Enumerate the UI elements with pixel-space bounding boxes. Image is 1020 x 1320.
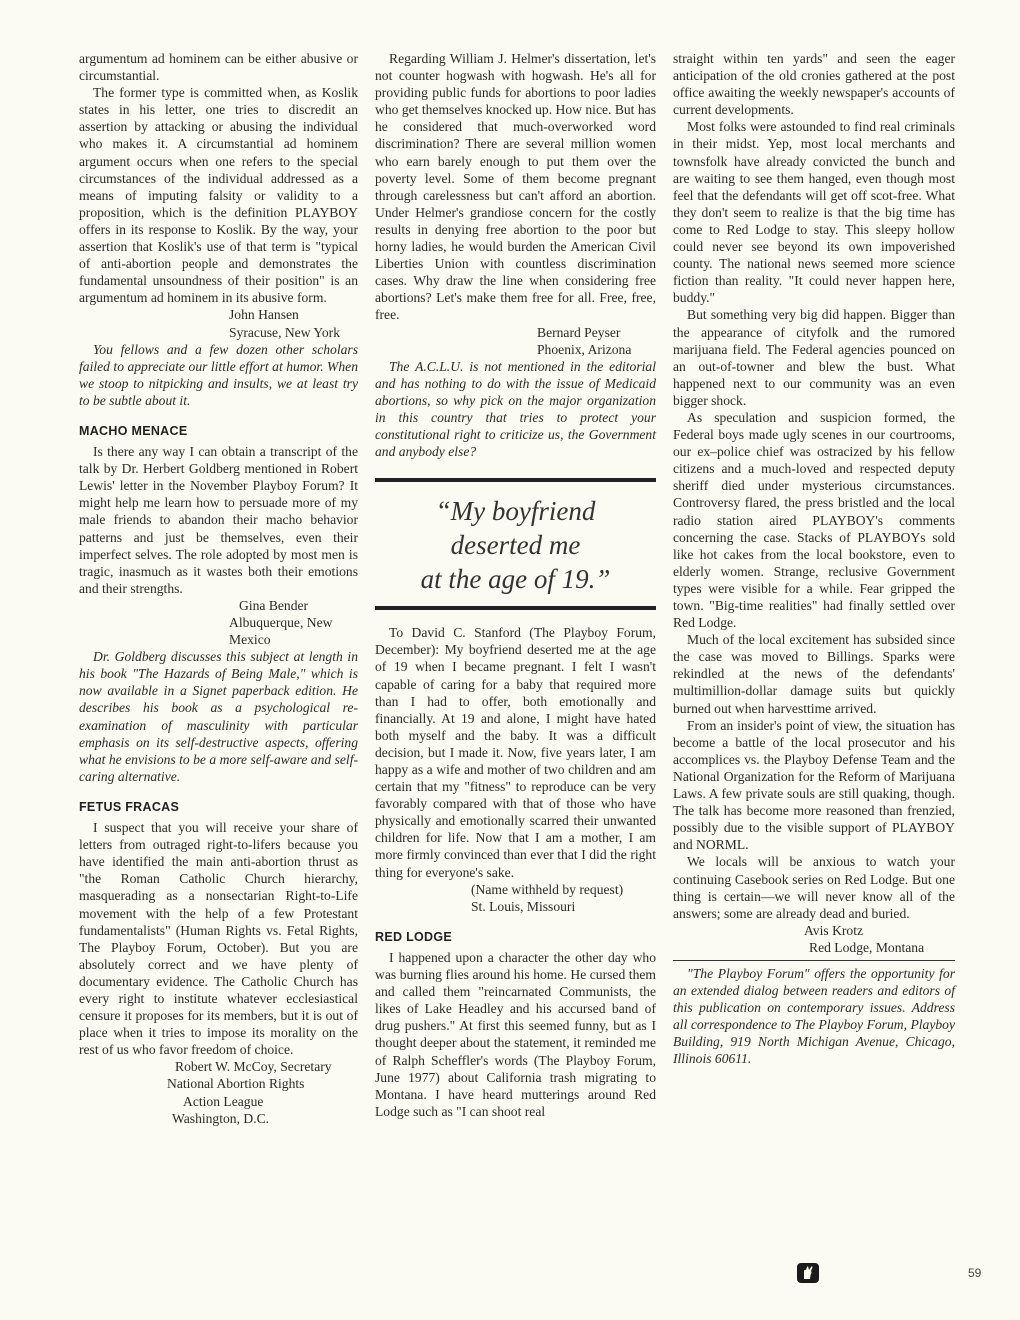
letter-paragraph: argumentum ad hominem can be either abusive or circumstantial.: [79, 51, 358, 84]
signature-name: John Hansen: [229, 307, 299, 323]
letter-paragraph: To David C. Stanford (The Playboy Forum, December): My boyfriend deserted me at the age of 19 when I became pregnant. I felt I wasn't capable of caring for a baby that required more than I had to offer, both emotionally and financially. At 19 and alone, I might have hated both myself and the baby. It was a difficult decision, but I made it. Now, five years later, I am happy as a wife and mother of two children and am certain that my "fitness" to reproduce can be very favorably compared with that of those who have physically and emotionally scarred their unwanted children for life. Now that I am a mother, I am more firmly convinced than ever that I did the right thing for everyone's sake.: [375, 625, 656, 880]
page-number: 59: [968, 1266, 982, 1280]
pull-quote-rule-bottom: [375, 606, 656, 610]
signature-name: (Name withheld by request): [471, 881, 624, 897]
column-middle: [375, 50, 656, 1120]
letter-paragraph: As speculation and suspicion formed, the Federal boys made ugly scenes in our courtrooms, our ex–police chief was ostracized by his fellow citizens and a much-loved and respected deputy sheriff died under mysterious circumstances. Controversy flared, the press bristled and the local radio station aired PLAYBOY's comments concerning the case. Stacks of PLAYBOYs sold like hot cakes from the local bookstore, even to elderly women. Strange, reclusive Government types were visible for a while. Fear gripped the town. "Big-time realities" had finally settled over Red Lodge.: [673, 409, 955, 631]
pull-quote-line: “My boyfriend: [435, 496, 596, 527]
rabbit-logo-icon: [797, 1263, 819, 1283]
letter-paragraph: straight within ten yards" and seen the eager anticipation of the old cronies gathered at the post office awaiting the weekly newspaper's accounts of current developments.: [673, 51, 955, 118]
signature-place: Phoenix, Arizona: [537, 341, 632, 357]
section-heading: RED LODGE: [375, 929, 453, 944]
section-heading: MACHO MENACE: [79, 423, 188, 438]
signature-name: Bernard Peyser: [537, 324, 621, 340]
column-right: [673, 50, 955, 1068]
letter-paragraph: The former type is committed when, as Koslik states in his letter, one tries to discredit an assertion by attacking or abusing the individual who makes it. A circumstantial ad hominem argument occurs when one refers to the special circumstances of the individual addressed as a means of imputing falsity or validity to a proposition, which is the definition PLAYBOY offers in its response to Koslik. By the way, your assertion that Koslik's use of that term is "typical of anti-abortion people and demonstrates the fundamental unsoundness of their position" is an argumentum ad hominem in its abusive form.: [79, 85, 358, 306]
letter-paragraph: But something very big did happen. Bigger than the appearance of cityfolk and the rumored marijuana field. The Federal agencies pounced on an out-of-towner and blew the bust. What happened next to our community was an even bigger shock.: [673, 307, 955, 408]
editor-reply: You fellows and a few dozen other scholars failed to appreciate our little effort at humor. When we stoop to nitpicking and insults, we at least try to be subtle about it.: [79, 341, 358, 408]
letter-paragraph: I happened upon a character the other day who was burning flies around his home. He cursed them and called them "reincarnated Communists, the likes of Lake Headley and his accursed band of drug pushers." At first this seemed funny, but as I thought deeper about the statement, it reminded me of Ralph Scheffler's words (The Playboy Forum, June 1977) about California trash migrating to Montana. I have heard mutterings around Red Lodge such as "I can shoot real: [375, 949, 656, 1119]
section-heading: FETUS FRACAS: [79, 799, 180, 814]
letter-paragraph: Much of the local excitement has subsided since the case was moved to Billings. Sparks were rekindled at the news of the defendants' multimillion-dollar damage suits but quickly burned out when harvesttime arrived.: [673, 632, 955, 716]
letter-paragraph: Is there any way I can obtain a transcript of the talk by Dr. Herbert Goldberg mentioned in Robert Lewis' letter in the November Playboy Forum? It might help me learn how to persuade more of my male friends to abandon their macho behavior patterns and just be themselves, even their imperfect selves. The role adopted by most men is tragic, inasmuch as it wastes both their emotions and their strengths.: [79, 444, 358, 596]
signature-place: Red Lodge, Montana: [809, 939, 925, 955]
editor-reply: Dr. Goldberg discusses this subject at length in his book "The Hazards of Being Male," which is now available in a Signet paperback edition. He describes his book as a psychological re-examination of masculinity with particular emphasis on its self-destructive aspects, offering what he envisions to be a more self-aware and self-caring alternative.: [79, 649, 358, 784]
signature-line: Robert W. McCoy, Secretary: [175, 1059, 332, 1075]
letter-paragraph: Most folks were astounded to find real criminals in their midst. Yep, most local merchants and townsfolk have already convicted the bunch and are waiting to see them hanged, even though most feel that the defendants will get off scot-free. What they don't seem to realize is that the big time has come to Red Lodge to stay. This sleepy hollow could never see beyond its own impoverished county. The national news seemed more science fiction than reality. "It could never happen here, buddy.": [673, 119, 955, 306]
letter-paragraph: From an insider's point of view, the situation has become a battle of the local prosecutor and his accomplices vs. the Playboy Defense Team and the National Organization for the Reform of Marijuana Laws. A few private souls are still quaking, though. The talk has become more reasoned than frenzied, possibly due to the visible support of PLAYBOY and NORML.: [673, 717, 955, 853]
signature-line: National Abortion Rights: [167, 1076, 305, 1092]
signature-name: Gina Bender: [239, 597, 309, 613]
signature-name: Avis Krotz: [804, 922, 864, 938]
letter-paragraph: Regarding William J. Helmer's dissertation, let's not counter hogwash with hogwash. He's all for providing public funds for abortions to poor ladies who get themselves knocked up. How nice. But has he considered that much-overworked word discrimination? There are several million women who earn barely enough to put them over the poverty level. Some of them become pregnant through carelessness but can't afford an abortion. Under Helmer's grandiose concern for the costly results in denying free abortion to the poor but horny ladies, he would burden the American Civil Liberties Union with countless discrimination cases. Why draw the line when considering free abortions? Let's make them free for all. Free, free, free.: [375, 51, 656, 323]
signature-line: Action League: [183, 1093, 264, 1109]
letter-paragraph: We locals will be anxious to watch your continuing Casebook series on Red Lodge. But one thing is certain—we will never know all of the answers; some are already dead and buried.: [673, 854, 955, 921]
signature-place: Washington, D.C.: [172, 1110, 270, 1126]
forum-closing-note: "The Playboy Forum" offers the opportunity for an extended dialog between readers and editors of this publication on contemporary issues. Address all correspondence to The Playboy Forum, Playboy Building, 919 North Michigan Avenue, Chicago, Illinois 60611.: [673, 960, 955, 1068]
editor-reply: The A.C.L.U. is not mentioned in the editorial and has nothing to do with the issue of Medicaid abortions, so why pick on the major organization in this country that tries to protect your constitutional right to criticize us, the Government and anybody else?: [375, 358, 656, 460]
signature-place: St. Louis, Missouri: [471, 898, 576, 914]
signature-place: Syracuse, New York: [229, 324, 341, 340]
signature-place: Albuquerque, New Mexico: [229, 615, 333, 648]
letter-paragraph: I suspect that you will receive your share of letters from outraged right-to-lifers because you have identified the main anti-abortion thrust as "the Roman Catholic Church hierarchy, masquerading as a nonsectarian Right-to-Life movement with the help of a few Protestant fundamentalists" (Human Rights vs. Fetal Rights, The Playboy Forum, October). But you are absolutely correct and we have plenty of documentary evidence. The Catholic Church has every right to institute whatever ecclesiastical censure it proposes for its members, but it is out of place when it tries to impose its morality on the rest of us who favor freedom of choice.: [79, 820, 358, 1058]
pull-quote: [375, 482, 656, 606]
pull-quote-line: at the age of 19.”: [420, 564, 611, 595]
column-left: [79, 50, 358, 1127]
pull-quote-line: deserted me: [450, 530, 581, 561]
